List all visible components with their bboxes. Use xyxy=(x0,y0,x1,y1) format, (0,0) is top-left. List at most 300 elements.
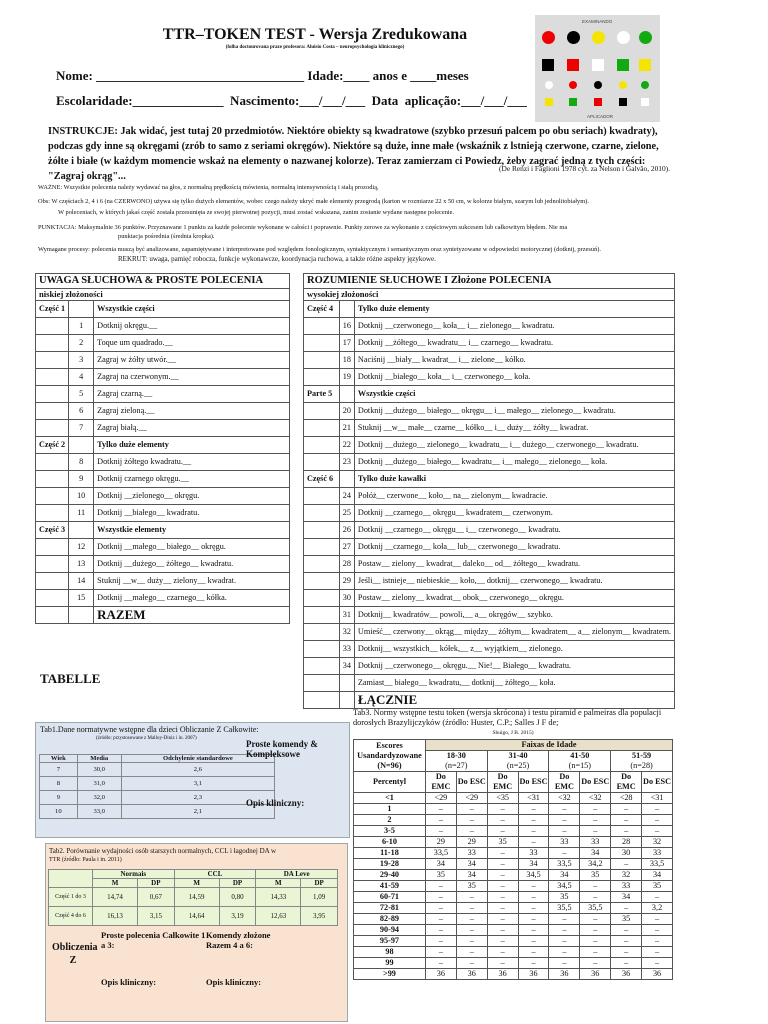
command-text: Tylko duże kawałki xyxy=(354,471,674,488)
table-cell: – xyxy=(642,815,673,826)
item-number: 28 xyxy=(339,556,354,573)
table-cell: 33,0 xyxy=(77,805,121,819)
table-cell: – xyxy=(642,936,673,947)
command-text: Połóż__ czerwone__ koło__ na__ zielonym__ kwadracie. xyxy=(354,488,674,505)
item-number: 9 xyxy=(69,471,94,488)
part-label xyxy=(304,522,340,539)
table-cell: 34 xyxy=(580,848,611,859)
table-subtitle: wysokiej złożoności xyxy=(304,289,675,301)
table-row xyxy=(354,903,673,914)
table-row xyxy=(304,335,675,352)
item-number xyxy=(339,675,354,692)
table-cell: 98 xyxy=(354,947,426,958)
row-label: Część 4 do 6 xyxy=(49,907,93,926)
table-cell: 14,33 xyxy=(256,888,301,907)
note-recruit: REKRUT: uwaga, pamięć robocza, funkcje wykonawcze, koordynacja ruchowa, a także różne aspekty językowe. xyxy=(118,255,436,263)
panel-bottom-label: APLICADOR xyxy=(587,114,614,119)
table-cell: 33,5 xyxy=(549,859,580,870)
table-cell: 1,09 xyxy=(301,888,338,907)
table-cell: <1 xyxy=(354,793,426,804)
item-number: 3 xyxy=(69,352,94,369)
tab3-title: Tab3. Normy wstępne testu token (wersja skrócona) i testu piramid e palmeiras dla populacji dorosłych Brazylijczyków (źródło: Huster, C.P.; Salles J F de; xyxy=(353,708,662,727)
command-text: Dotknij okręgu.__ xyxy=(94,318,290,335)
item-number xyxy=(339,471,354,488)
table-cell: – xyxy=(487,914,518,925)
token-panel-image xyxy=(535,15,660,122)
command-text: Naciśnij __biały__ kwadrat__ i__ zielone__ kółko. xyxy=(354,352,674,369)
table-cell: 33 xyxy=(642,848,673,859)
part-label: Część 4 xyxy=(304,301,340,318)
part-label xyxy=(304,539,340,556)
table-cell: <32 xyxy=(580,793,611,804)
table-cell: – xyxy=(580,881,611,892)
item-number: 16 xyxy=(339,318,354,335)
table-row xyxy=(304,437,675,454)
command-text: Zagraj czarną.__ xyxy=(94,386,290,403)
table-cell: 11-18 xyxy=(354,848,426,859)
table-cell: 2,6 xyxy=(121,763,274,777)
blank-cell xyxy=(49,870,93,888)
table-cell: – xyxy=(425,815,456,826)
command-text: Zagraj zieloną.__ xyxy=(94,403,290,420)
table-row xyxy=(40,763,275,777)
table-cell: 32 xyxy=(611,870,642,881)
table-row xyxy=(354,892,673,903)
table-cell: 36 xyxy=(642,969,673,980)
part-label: Część 6 xyxy=(304,471,340,488)
command-text: Zamiast__ białego__ kwadratu,__ dotknij__ żółtego__ koła. xyxy=(354,675,674,692)
part-label xyxy=(36,488,69,505)
table-cell: – xyxy=(642,914,673,925)
tab1-grid xyxy=(39,754,275,819)
command-text: Toque um quadrado.__ xyxy=(94,335,290,352)
table-cell: – xyxy=(456,958,487,969)
table-cell: – xyxy=(487,815,518,826)
table-cell: 33,5 xyxy=(642,859,673,870)
table-cell: – xyxy=(580,826,611,837)
table-cell: 14,64 xyxy=(174,907,219,926)
comparison-table xyxy=(45,843,348,1022)
table-cell: <32 xyxy=(549,793,580,804)
part-label xyxy=(36,590,69,607)
age-group xyxy=(425,751,487,772)
part-label xyxy=(304,556,340,573)
table-row xyxy=(36,454,290,471)
table-row xyxy=(40,805,275,819)
part-label xyxy=(304,352,340,369)
table-row xyxy=(304,403,675,420)
table-cell: 2,3 xyxy=(121,791,274,805)
table-cell: 3,19 xyxy=(219,907,256,926)
table-cell: 35 xyxy=(425,870,456,881)
part-label xyxy=(36,403,69,420)
table-row xyxy=(354,837,673,848)
table-cell: – xyxy=(456,826,487,837)
table-title: ROZUMIENIE SŁUCHOWE I Złożone POLECENIA xyxy=(304,274,675,289)
table-row xyxy=(36,556,290,573)
table-cell: 28 xyxy=(611,837,642,848)
table-cell: – xyxy=(611,804,642,815)
table-cell: – xyxy=(611,925,642,936)
green-circle-icon xyxy=(639,31,652,44)
table-cell: <31 xyxy=(642,793,673,804)
table-cell: – xyxy=(518,804,549,815)
white-circle-icon xyxy=(617,31,630,44)
tab2-source: TTR (źródło: Paula i in. 2011) xyxy=(49,857,122,863)
table-cell: 36 xyxy=(425,969,456,980)
table-subtitle-row xyxy=(304,289,675,301)
command-text: Dotknij __czarnego__ okręgu__ kwadratem__ czerwonym. xyxy=(354,505,674,522)
item-number: 14 xyxy=(69,573,94,590)
table-cell: – xyxy=(518,815,549,826)
table-cell: <29 xyxy=(425,793,456,804)
sub-header: DP xyxy=(301,879,338,888)
table-cell: 29-40 xyxy=(354,870,426,881)
table-cell: – xyxy=(580,947,611,958)
part-label xyxy=(36,369,69,386)
item-number: 5 xyxy=(69,386,94,403)
header-row xyxy=(40,755,275,763)
table-cell: – xyxy=(518,826,549,837)
part-label xyxy=(304,335,340,352)
page-title: TTR–TOKEN TEST - Wersja Zredukowana xyxy=(162,26,468,43)
part-label xyxy=(36,573,69,590)
table-cell: – xyxy=(425,881,456,892)
part-label xyxy=(304,607,340,624)
table-row xyxy=(36,369,290,386)
item-number: 15 xyxy=(69,590,94,607)
table-row xyxy=(36,386,290,403)
tab1-source: (źródło: przystosowane z Malloy-Diniz i in. 2007) xyxy=(96,736,197,741)
table-cell: – xyxy=(456,892,487,903)
command-text: Dotknij__ kwadratów__ powoli,__ a__ okręgów__ szybko. xyxy=(354,607,674,624)
command-text: Dotknij __dużego__ żółtego__ kwadratu. xyxy=(94,556,290,573)
table-cell: 35 xyxy=(456,881,487,892)
table-cell: 72-81 xyxy=(354,903,426,914)
item-number: 8 xyxy=(69,454,94,471)
table-cell: – xyxy=(518,881,549,892)
table-row xyxy=(354,914,673,925)
table-cell: – xyxy=(642,958,673,969)
table-cell: – xyxy=(425,936,456,947)
table-cell: 6-10 xyxy=(354,837,426,848)
table-cell: 36 xyxy=(549,969,580,980)
table-row xyxy=(354,848,673,859)
table-cell: – xyxy=(642,804,673,815)
item-number: 26 xyxy=(339,522,354,539)
age-range: 51-59 xyxy=(632,751,652,760)
table-row xyxy=(354,826,673,837)
command-text: Dotknij __zielonego__ okręgu. xyxy=(94,488,290,505)
table-cell: – xyxy=(518,947,549,958)
tab1-side-label: Proste komendy & Kompleksowe xyxy=(246,739,318,759)
part-label xyxy=(304,403,340,420)
table-row xyxy=(304,386,675,403)
table-cell: – xyxy=(549,914,580,925)
table-cell: 36 xyxy=(611,969,642,980)
table-cell: 82-89 xyxy=(354,914,426,925)
column-header: Wiek xyxy=(40,755,78,763)
table-cell: 35 xyxy=(487,837,518,848)
table-cell: – xyxy=(487,870,518,881)
table-cell: – xyxy=(611,826,642,837)
table-cell: – xyxy=(425,892,456,903)
table-row xyxy=(304,505,675,522)
table-cell: – xyxy=(518,936,549,947)
table-row xyxy=(304,420,675,437)
small-black-square-icon xyxy=(619,98,627,106)
table-cell: – xyxy=(456,947,487,958)
table-title-row xyxy=(304,274,675,289)
table-cell: 36 xyxy=(580,969,611,980)
table-row xyxy=(304,624,675,641)
table-cell: 34 xyxy=(456,870,487,881)
norms-children-table xyxy=(35,722,350,838)
age-n: (n=15) xyxy=(568,761,591,770)
table-row xyxy=(354,958,673,969)
table-cell: – xyxy=(549,936,580,947)
instructions-source: (De Renzi i Faglioni 1978 cyt. za Nelson i Galvão, 2010). xyxy=(499,164,670,173)
table-cell: – xyxy=(549,804,580,815)
table-cell: – xyxy=(549,815,580,826)
table-cell: – xyxy=(549,947,580,958)
command-text: Stuknij __w__ duży__ zielony__ kwadrat. xyxy=(94,573,290,590)
table-cell: – xyxy=(487,903,518,914)
table-row xyxy=(36,522,290,539)
table-cell: – xyxy=(549,848,580,859)
tab2-grid xyxy=(48,869,338,926)
age-group xyxy=(549,751,611,772)
red-square-icon xyxy=(567,59,579,71)
group-header: DA Leve xyxy=(256,870,338,879)
table-cell: 14,59 xyxy=(174,888,219,907)
command-text: Dotknij __dużego__ białego__ kwadratu__ i__ małego__ zielonego__ koła. xyxy=(354,454,674,471)
item-number: 19 xyxy=(339,369,354,386)
part-label xyxy=(36,471,69,488)
item-number: 2 xyxy=(69,335,94,352)
table-cell: >99 xyxy=(354,969,426,980)
sub-header: M xyxy=(93,879,138,888)
table-cell: – xyxy=(580,925,611,936)
part-label xyxy=(36,505,69,522)
table-row xyxy=(304,539,675,556)
table-cell: 32,0 xyxy=(77,791,121,805)
education-dates-line[interactable]: Escolaridade:______________ Nascimento:___/___/___ Data aplicação:___/___/___ xyxy=(56,93,527,108)
white-square-icon xyxy=(592,59,604,71)
table-row xyxy=(36,590,290,607)
item-number: 10 xyxy=(69,488,94,505)
table-row xyxy=(36,352,290,369)
table-row xyxy=(304,556,675,573)
table-row xyxy=(304,454,675,471)
table-cell: 29 xyxy=(425,837,456,848)
column-header: Do ESC xyxy=(456,772,487,793)
item-number: 30 xyxy=(339,590,354,607)
table-cell: 3,2 xyxy=(642,903,673,914)
table-row xyxy=(354,881,673,892)
table-cell: 2,1 xyxy=(121,805,274,819)
table-row xyxy=(304,692,675,709)
part-label xyxy=(304,488,340,505)
table-cell: 34,5 xyxy=(549,881,580,892)
small-green-circle-icon xyxy=(641,81,649,89)
right-command-table xyxy=(303,273,675,709)
column-header: Do ESC xyxy=(642,772,673,793)
table-cell: – xyxy=(611,815,642,826)
table-cell: – xyxy=(425,804,456,815)
table-cell: 35,5 xyxy=(549,903,580,914)
note-moved: W poleceniach, w których jakaś część została przesunięta ze swojej pierwotnej pozycji, musi zostać wskazana, zanim zostanie wydane następne polecenie. xyxy=(58,209,455,216)
table-row xyxy=(36,488,290,505)
table-cell: 3,1 xyxy=(121,777,274,791)
table-cell: 33,5 xyxy=(425,848,456,859)
table-cell: 33 xyxy=(518,848,549,859)
item-number: 1 xyxy=(69,318,94,335)
table-cell: 35 xyxy=(611,914,642,925)
item-number: 32 xyxy=(339,624,354,641)
item-number: 11 xyxy=(69,505,94,522)
part-label xyxy=(304,624,340,641)
command-text: Tylko duże elementy xyxy=(94,437,290,454)
table-cell: 7 xyxy=(40,763,78,777)
part-label xyxy=(36,556,69,573)
table-row xyxy=(36,301,290,318)
part-label xyxy=(304,318,340,335)
tab2-complex-label: Komendy złożone Razem 4 a 6: xyxy=(206,930,271,950)
part-label xyxy=(36,454,69,471)
item-number xyxy=(69,437,94,454)
table-cell: 31,0 xyxy=(77,777,121,791)
table-cell: <29 xyxy=(456,793,487,804)
table-cell: 19-28 xyxy=(354,859,426,870)
item-number: 34 xyxy=(339,658,354,675)
table-cell: 34 xyxy=(518,859,549,870)
table-cell: – xyxy=(425,914,456,925)
command-text: Dotknij __dużego__ białego__ okręgu__ i__ małego__ zielonego__ kwadratu. xyxy=(354,403,674,420)
table-cell: 0,67 xyxy=(138,888,175,907)
table-cell: – xyxy=(518,903,549,914)
item-number: 4 xyxy=(69,369,94,386)
small-red-square-icon xyxy=(594,98,602,106)
name-age-line[interactable]: Nome: ________________________________ Idade:____ anos e ____meses xyxy=(56,68,469,83)
item-number xyxy=(69,522,94,539)
sub-header: DP xyxy=(219,879,256,888)
table-cell: – xyxy=(642,947,673,958)
command-text: RAZEM xyxy=(94,607,290,624)
command-text: Zagraj białą.__ xyxy=(94,420,290,437)
table-cell: – xyxy=(580,804,611,815)
table-cell: 33 xyxy=(611,881,642,892)
table-cell: 41-59 xyxy=(354,881,426,892)
table-cell: 30,0 xyxy=(77,763,121,777)
column-header: Media xyxy=(77,755,121,763)
table-cell: – xyxy=(518,892,549,903)
table-cell: 30 xyxy=(611,848,642,859)
item-number: 6 xyxy=(69,403,94,420)
percentile-header: Percentyl xyxy=(354,772,426,793)
small-white-square-icon xyxy=(641,98,649,106)
small-white-circle-icon xyxy=(545,81,553,89)
table-cell: 35,5 xyxy=(580,903,611,914)
small-yellow-circle-icon xyxy=(619,81,627,89)
table-row xyxy=(36,420,290,437)
part-label xyxy=(36,420,69,437)
black-square-icon xyxy=(542,59,554,71)
table-cell: 29 xyxy=(456,837,487,848)
table-row xyxy=(304,301,675,318)
part-label xyxy=(304,641,340,658)
age-group xyxy=(611,751,673,772)
item-number xyxy=(69,607,94,624)
part-label xyxy=(304,420,340,437)
item-number: 33 xyxy=(339,641,354,658)
command-text: Dotknij __dużego__ zielonego__ kwadratu__ i__ dużego__ czerwonego__ kwadratu. xyxy=(354,437,674,454)
table-row xyxy=(354,936,673,947)
panel-top-label: EXAMINANDO xyxy=(582,19,613,24)
table-cell: – xyxy=(487,892,518,903)
command-text: Dotknij żółtego kwadratu.__ xyxy=(94,454,290,471)
table-row xyxy=(304,607,675,624)
table-row xyxy=(354,947,673,958)
table-row xyxy=(354,870,673,881)
item-number: 29 xyxy=(339,573,354,590)
table-row xyxy=(36,539,290,556)
item-number: 17 xyxy=(339,335,354,352)
yellow-square-icon xyxy=(639,59,651,71)
column-header: Do ESC xyxy=(518,772,549,793)
table-row xyxy=(36,471,290,488)
part-label xyxy=(304,590,340,607)
command-text: ŁĄCZNIE xyxy=(354,692,674,709)
table-cell: – xyxy=(580,815,611,826)
table-row xyxy=(36,335,290,352)
col-row xyxy=(354,772,673,793)
table-row xyxy=(304,369,675,386)
table-cell: 35 xyxy=(549,892,580,903)
table-row xyxy=(49,888,338,907)
table-cell: – xyxy=(487,958,518,969)
part-label xyxy=(304,658,340,675)
age-group xyxy=(487,751,549,772)
table-cell: <31 xyxy=(518,793,549,804)
table-cell: – xyxy=(487,925,518,936)
table-cell: 12,63 xyxy=(256,907,301,926)
table-cell: 60-71 xyxy=(354,892,426,903)
part-label xyxy=(304,675,340,692)
part-label xyxy=(36,607,69,624)
table-cell: 34 xyxy=(642,870,673,881)
age-n: (n=25) xyxy=(506,761,530,770)
table-cell: – xyxy=(642,892,673,903)
table-cell: 99 xyxy=(354,958,426,969)
group-header: CCL xyxy=(174,870,256,879)
table-cell: – xyxy=(549,925,580,936)
command-text: Dotknij __małego__ czarnego__ kółka. xyxy=(94,590,290,607)
tab1-title: Tab1.Dane normatywne wstępne dla dzieci Obliczanie Z Całkowite: xyxy=(40,725,259,734)
age-range: 41-50 xyxy=(570,751,590,760)
part-label: Część 1 xyxy=(36,301,69,318)
table-row xyxy=(49,907,338,926)
table-row xyxy=(36,607,290,624)
table-cell: – xyxy=(456,925,487,936)
tab2-clinical-1: Opis kliniczny: xyxy=(101,977,157,987)
table-cell: – xyxy=(518,837,549,848)
table-cell: 35 xyxy=(642,881,673,892)
table-cell: – xyxy=(487,881,518,892)
table-row xyxy=(354,969,673,980)
part-label xyxy=(304,573,340,590)
command-text: Dotknij czarnego okręgu.__ xyxy=(94,471,290,488)
